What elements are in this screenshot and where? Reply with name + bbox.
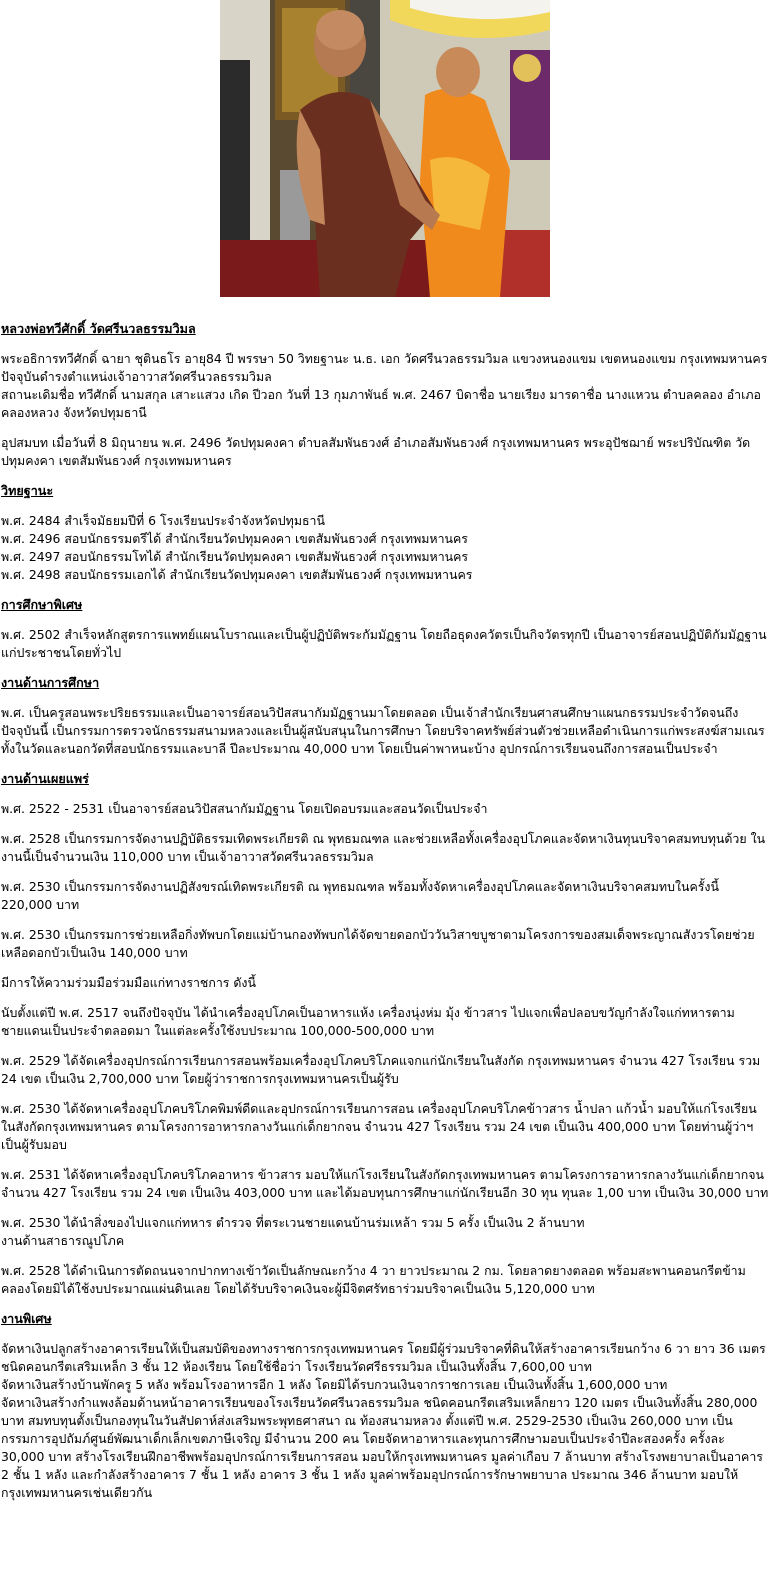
special-work-item: จัดหาเงินสร้างบ้านพักครู 5 หลัง พร้อมโรงอาหารอีก 1 หลัง โดยมิได้รบกวนเงินจากราชการเลย เป็นเงินทั้งสิ้น 1,600,000 บาท [1,1377,668,1392]
biography-content [1,320,771,1514]
propagation-item: พ.ศ. 2530 เป็นกรรมการจัดงานปฏิสังขรณ์เทิดพระเกียรติ ณ พุทธมณฑล พร้อมทั้งจัดหาเครื่องอุปโภคและจัดหาเงินบริจาคสมทบในครั้งนี้ 220,000 บาท [1,879,719,912]
cooperation-item: นับตั้งแต่ปี พ.ศ. 2517 จนถึงปัจจุบัน ได้นำเครื่องอุปโภคเป็นอาหารแห้ง เครื่องนุ่งห่ม มุ้ง ข้าวสาร ไปแจกเพื่อปลอบขวัญกำลังใจแก่ทหารตามชายแดนเป็นประจำตลอดมา ในแต่ละครั้งใช้งบประมาณ 100,000-500,000 บาท [1,1005,735,1038]
cooperation-intro: มีการให้ความร่วมมือร่วมมือแก่ทางราชการ ดังนี้ [1,975,256,990]
propagation-item: พ.ศ. 2522 - 2531 เป็นอาจารย์สอนวิปัสสนากัมมัฏฐาน โดยเปิดอบรมและสอนวัดเป็นประจำ [1,801,488,816]
cooperation-item: พ.ศ. 2530 ได้จัดหาเครื่องอุปโภคบริโภคพิมพ์ดีดและอุปกรณ์การเรียนการสอน เครื่องอุปโภคบริโภคข้าวสาร น้ำปลา แก้วน้ำ มอบให้แก่โรงเรียนในสังกัดกรุงเทพมหานคร ตามโครงการอาหารกลางวันแก่เด็กยากจน จำนวน 427 โรงเรียน รวม 24 เขต เป็นเงิน 400,000 บาท โดยท่านผู้ว่าฯ เป็นผู้รับมอบ [1,1101,757,1152]
special-work-list [1,1340,771,1502]
monks-photo [220,0,550,297]
special-study-heading: การศึกษาพิเศษ [1,597,83,612]
edu-work-heading: งานด้านการศึกษา [1,675,100,690]
edu-work-paragraph: พ.ศ. เป็นครูสอนพระปริยธรรมและเป็นอาจารย์สอนวิปัสสนากัมมัฏฐานมาโดยตลอด เป็นเจ้าสำนักเรียนศาสนศึกษาแผนกธรรมประจำวัดจนถึงปัจจุบันนี้ เป็นกรรมการตรวจนักธรรมสนามหลวงและเป็นผู้สนับสนุนในการศึกษา โดยบริจาคทรัพย์ส่วนตัวช่วยเหลือดำเนินการแก่พระสงฆ์สามเณร ทั้งในวัดและนอกวัดที่สอบนักธรรมและบาลี ปีละประมาณ 40,000 บาท โดยเป็นค่าพาหนะบ้าง อุปกรณ์การเรียนจนถึงการสอนเป็นประจำ [1,705,765,756]
education-heading: วิทยฐานะ [1,483,54,498]
special-work-heading: งานพิเศษ [1,1311,52,1326]
monks-photo-graphic [220,0,550,297]
education-item: พ.ศ. 2496 สอบนักธรรมตรีได้ สำนักเรียนวัดปทุมคงคา เขตสัมพันธวงศ์ กรุงเทพมหานคร [1,531,468,546]
cooperation-item: พ.ศ. 2529 ได้จัดเครื่องอุปกรณ์การเรียนการสอนพร้อมเครื่องอุปโภคบริโภคแจกแก่นักเรียนในสังกัด กรุงเทพมหานคร จำนวน 427 โรงเรียน รวม 24 เขต เป็นเงิน 2,700,000 บาท โดยผู้ว่าราชการกรุงเทพมหานครเป็นผู้รับ [1,1053,761,1086]
public-work-paragraph: พ.ศ. 2528 ได้ดำเนินการตัดถนนจากปากทางเข้าวัดเป็นลักษณะกว้าง 4 วา ยาวประมาณ 2 กม. โดยลาดยางตลอด พร้อมสะพานคอนกรีตข้ามคลองโดยมิได้ใช้งบประมาณแผ่นดินเลย โดยได้รับบริจาคเงินจะผู้มีจิตศรัทธาร่วมบริจาคเป็นเงิน 5,120,000 บาท [1,1263,746,1296]
propagation-heading: งานด้านเผยแพร่ [1,771,89,786]
border-donation-block [1,1214,771,1250]
intro-line: ปัจจุบันดำรงตำแหน่งเจ้าอาวาสวัดศรีนวลธรรมวิมล [1,369,272,384]
education-list [1,512,771,584]
propagation-item: พ.ศ. 2530 เป็นกรรมการช่วยเหลือกิ่งทัพบกโดยแม่บ้านกองทัพบกได้จัดขายดอกบัววันวิสาขบูชาตามโครงการของสมเด็จพระญาณสังวรโดยช่วยเหลือดอกบัวเป็นเงิน 140,000 บาท [1,927,755,960]
special-work-item: จัดหาเงินปลูกสร้างอาคารเรียนให้เป็นสมบัติของทางราชการกรุงเทพมหานคร โดยมีผู้ร่วมบริจาคที่ดินให้สร้างอาคารเรียนกว้าง 6 วา ยาว 36 เมตร ชนิดคอนกรีตเสริมเหล็ก 3 ชั้น 12 ห้องเรียน โดยใช้ชื่อว่า โรงเรียนวัดศรีธรรมวิมล เป็นเงินทั้งสิ้น 7,600,00 บาท [1,1341,766,1374]
ordination-paragraph: อุปสมบท เมื่อวันที่ 8 มิถุนายน พ.ศ. 2496 วัดปทุมคงคา ตำบลสัมพันธวงศ์ อำเภอสัมพันธวงศ์ กรุงเทพมหานคร พระอุปัชฌาย์ พระปริบัณฑิต วัดปทุมคงคา เขตสัมพันธวงศ์ กรุงเทพมหานคร [1,435,751,468]
special-work-item: จัดหาเงินสร้างกำแพงล้อมด้านหน้าอาคารเรียนของโรงเรียนวัดศรีนวลธรรมวิมล ชนิดคอนกรีตเสริมเหล็กยาว 120 เมตร เป็นเงินทั้งสิ้น 280,000 บาท สมทบทุนตั้งเป็นกองทุนในวันสัปดาห์ส่งเสริมพระพุทธศาสนา ณ ท้องสนามหลวง ตั้งแต่ปี พ.ศ. 2529-2530 เป็นเงิน 260,000 บาท เป็นกรรมการอุปถัมภ์ศูนย์พัฒนาเด็กเล็กเขตภาษีเจริญ มีจำนวน 200 คน โดยจัดหาอาหารและทุนการศึกษามอบเป็นประจำปีละสองครั้ง ครั้งละ 30,000 บาท สร้างโรงเรียนฝึกอาชีพพร้อมอุปกรณ์การเรียนการสอน มอบให้กรุงเทพมหานคร มูลค่าเกือบ 7 ล้านบาท สร้างโรงพยาบาลเป็นอาคาร 2 ชั้น 1 หลัง และกำลังสร้างอาคาร 7 ชั้น 1 หลัง อาคาร 3 ชั้น 1 หลัง มูลค่าพร้อมอุปกรณ์การรักษาพยาบาล ประมาณ 346 ล้านบาท มอบให้กรุงเทพมหานครเช่นเดียวกัน [1,1395,763,1500]
education-item: พ.ศ. 2498 สอบนักธรรมเอกได้ สำนักเรียนวัดปทุมคงคา เขตสัมพันธวงศ์ กรุงเทพมหานคร [1,567,473,582]
intro-line: พระอธิการทวีศักดิ์ ฉายา ชุตินธโร อายุ84 ปี พรรษา 50 วิทยฐานะ น.ธ. เอก วัดศรีนวลธรรมวิมล แขวงหนองแขม เขตหนองแขม กรุงเทพมหานคร [1,351,768,366]
border-donation: พ.ศ. 2530 ได้นำสิ่งของไปแจกแก่ทหาร ตำรวจ ที่ตระเวนชายแดนบ้านร่มเหล้า รวม 5 ครั้ง เป็นเงิน 2 ล้านบาท [1,1215,585,1230]
page-title: หลวงพ่อทวีศักดิ์ วัดศรีนวลธรรมวิมล [1,321,196,336]
education-item: พ.ศ. 2497 สอบนักธรรมโทได้ สำนักเรียนวัดปทุมคงคา เขตสัมพันธวงศ์ กรุงเทพมหานคร [1,549,469,564]
education-item: พ.ศ. 2484 สำเร็จมัธยมปีที่ 6 โรงเรียนประจำจังหวัดปทุมธานี [1,513,325,528]
propagation-item: พ.ศ. 2528 เป็นกรรมการจัดงานปฏิบัติธรรมเทิดพระเกียรติ ณ พุทธมณฑล และช่วยเหลือทั้งเครื่องอุปโภคและจัดหาเงินทุนบริจาคสมทบทุนด้วย ในงานนี้เป็นจำนวนเงิน 110,000 บาท เป็นเจ้าอาวาสวัดศรีนวลธรรมวิมล [1,831,766,864]
public-work-heading: งานด้านสาธารณูปโภค [1,1233,125,1248]
cooperation-item: พ.ศ. 2531 ได้จัดหาเครื่องอุปโภคบริโภคอาหาร ข้าวสาร มอบให้แก่โรงเรียนในสังกัดกรุงเทพมหานคร ตามโครงการอาหารกลางวันแก่เด็กยากจน จำนวน 427 โรงเรียน รวม 24 เขต เป็นเงิน 403,000 บาท และได้มอบทุนการศึกษาแก่นักเรียนอีก 30 ทุน ทุนละ 1,00 บาท เป็นเงิน 30,000 บาท [1,1167,769,1200]
special-study-paragraph: พ.ศ. 2502 สำเร็จหลักสูตรการแพทย์แผนโบราณและเป็นผู้ปฏิบัติพระกัมมัฏฐาน โดยถือธุดงควัตรเป็นกิจวัตรทุกปี เป็นอาจารย์สอนปฏิบัติกัมมัฏฐานแก่ประชาชนโดยทั่วไป [1,627,767,660]
intro-paragraph [1,350,771,422]
intro-line: สถานะเดิมชื่อ ทวีศักดิ์ นามสกุล เสาะแสวง เกิด ปีวอก วันที่ 13 กุมภาพันธ์ พ.ศ. 2467 บิดาชื่อ นายเรียง มารดาชื่อ นางแหวน ตำบลคลอง อำเภอคลองหลวง จังหวัดปทุมธานี [1,387,761,420]
